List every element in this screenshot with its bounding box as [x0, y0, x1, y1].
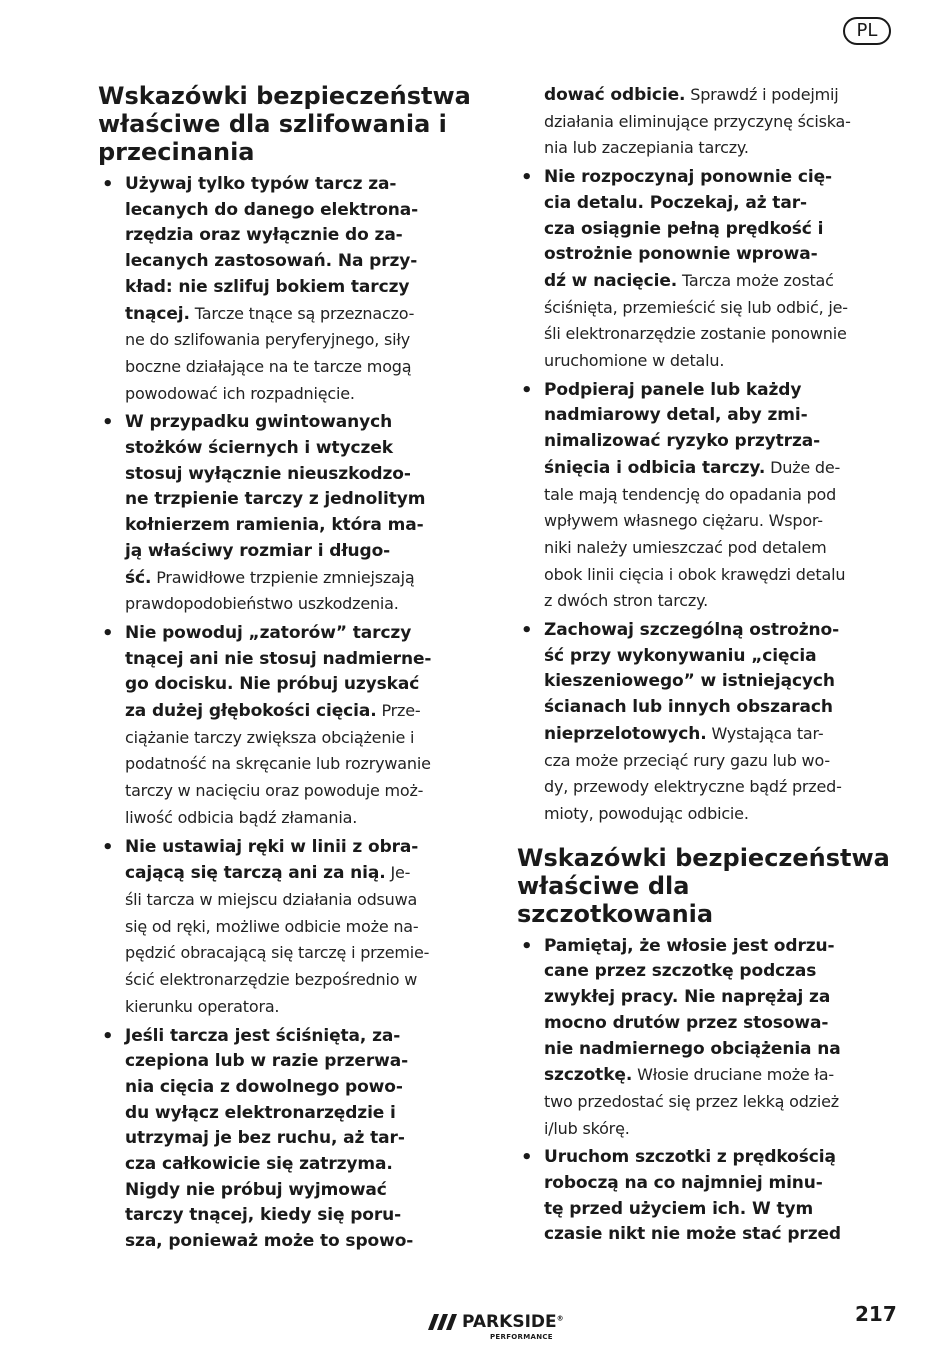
text-line: [125, 914, 483, 941]
cutting-safety-list: [517, 165, 902, 828]
text-line: [544, 1011, 902, 1037]
text-line: [125, 698, 483, 725]
regular-text: wpływem własnego ciężaru. Wspor-: [544, 511, 823, 531]
bold-text: śnięcia i odbicia tarczy.: [544, 457, 766, 478]
text-line: [125, 462, 483, 488]
text-line: [125, 249, 483, 275]
bold-text: Nie ustawiaj ręki w linii z obra-: [125, 836, 419, 857]
regular-text: mioty, powodując odbicie.: [544, 803, 749, 823]
bold-text: zwykłej pracy. Nie naprężaj za: [544, 987, 831, 1008]
bold-text: ść.: [125, 567, 152, 588]
language-badge: PL: [843, 17, 891, 45]
text-line: [125, 410, 483, 436]
text-line: [544, 321, 902, 348]
regular-text: niki należy umieszczać pod detalem: [544, 537, 827, 557]
regular-text: prawdopodobieństwo uszkodzenia.: [125, 594, 399, 614]
text-line: [544, 109, 902, 136]
bold-text: ścianach lub innych obszarach: [544, 697, 833, 718]
text-line: [125, 539, 483, 565]
text-line: [125, 621, 483, 647]
regular-text: Je-: [385, 863, 411, 883]
text-line: [125, 835, 483, 861]
bullet-icon: •: [521, 379, 533, 401]
text-line: [544, 1062, 902, 1089]
bold-text: czasie nikt nie może stać przed: [544, 1224, 841, 1245]
left-column: [98, 82, 483, 1258]
text-line: [544, 934, 902, 960]
bold-text: za dużej głębokości cięcia.: [125, 701, 377, 722]
text-line: [125, 275, 483, 301]
text-line: [544, 748, 902, 775]
text-line: [544, 1222, 902, 1248]
heading-line: przecinania: [98, 138, 255, 166]
right-column: [517, 82, 902, 1251]
text-line: [125, 381, 483, 408]
regular-text: tale mają tendencję do opadania pod: [544, 484, 837, 504]
regular-text: Tarcze tnące są przeznaczo-: [189, 303, 415, 323]
text-line: [544, 801, 902, 828]
regular-text: dy, przewody elektryczne bądź przed-: [544, 777, 842, 797]
list-item: [98, 835, 483, 1021]
text-line: [125, 1203, 483, 1229]
regular-text: podatność na skręcanie lub rozrywanie: [125, 754, 431, 774]
regular-text: śli elektronarzędzie zostanie ponownie: [544, 324, 847, 344]
regular-text: kierunku operatora.: [125, 996, 280, 1016]
regular-text: się od ręki, możliwe odbicie może na-: [125, 916, 419, 936]
bullet-icon: •: [102, 1025, 114, 1047]
bold-text: nia cięcia z dowolnego powo-: [125, 1076, 403, 1097]
bullet-icon: •: [102, 412, 114, 434]
bold-text: cza osiągnie pełną prędkość i: [544, 218, 824, 239]
bold-text: stosuj wyłącznie nieuszkodzo-: [125, 463, 411, 484]
bold-text: tarczy tnącej, kiedy się poru-: [125, 1205, 402, 1226]
text-line: [125, 591, 483, 618]
text-line: [125, 1024, 483, 1050]
bold-text: go docisku. Nie próbuj uzyskać: [125, 674, 420, 695]
bold-text: mocno drutów przez stosowa-: [544, 1012, 829, 1033]
bold-text: du wyłącz elektronarzędzie i: [125, 1102, 396, 1123]
heading-line: Wskazówki bezpieczeństwa: [98, 82, 471, 110]
text-line: [544, 82, 902, 109]
text-line: [544, 1037, 902, 1063]
bold-text: cza całkowicie się zatrzyma.: [125, 1154, 393, 1175]
continued-list-item: [517, 82, 902, 162]
regular-text: Duże de-: [765, 457, 841, 477]
grinding-safety-list: [98, 172, 483, 1255]
text-line: [544, 1197, 902, 1223]
bold-text: Uruchom szczotki z prędkością: [544, 1147, 836, 1168]
regular-text: Tarcza może zostać: [677, 270, 834, 290]
text-line: [544, 985, 902, 1011]
bold-text: ść przy wykonywaniu „cięcia: [544, 645, 817, 666]
bullet-icon: •: [521, 935, 533, 957]
list-item: [98, 410, 483, 618]
bold-text: tę przed użyciem ich. W tym: [544, 1198, 814, 1219]
bold-text: szczotkę.: [544, 1065, 633, 1086]
list-item: [517, 165, 902, 375]
regular-text: śli tarcza w miejscu działania odsuwa: [125, 889, 418, 909]
bold-text: kołnierzem ramienia, która ma-: [125, 515, 424, 536]
regular-text: obok linii cięcia i obok krawędzi detalu: [544, 564, 846, 584]
regular-text: cza może przeciąć rury gazu lub wo-: [544, 750, 830, 770]
list-item: [98, 1024, 483, 1255]
text-line: [125, 751, 483, 778]
section-heading-brushing: [517, 844, 902, 928]
text-line: [544, 774, 902, 801]
text-line: [544, 695, 902, 721]
list-item: [98, 172, 483, 407]
text-line: [125, 1049, 483, 1075]
bold-text: rzędzia oraz wyłącznie do za-: [125, 225, 403, 246]
text-line: [544, 242, 902, 268]
text-line: [125, 301, 483, 328]
bullet-icon: •: [521, 620, 533, 642]
bullet-icon: •: [102, 174, 114, 195]
bullet-icon: •: [102, 622, 114, 644]
text-line: [544, 669, 902, 695]
text-line: [544, 959, 902, 985]
text-line: [125, 1178, 483, 1204]
brushing-safety-list: [517, 934, 902, 1248]
regular-text: pędzić obracającą się tarczę i przemie-: [125, 943, 430, 963]
regular-text: z dwóch stron tarczy.: [544, 591, 708, 611]
regular-text: liwość odbicia bądź złamania.: [125, 807, 358, 827]
text-line: [544, 455, 902, 482]
regular-text: Prze-: [376, 701, 421, 721]
text-line: [544, 1116, 902, 1143]
bold-text: Podpieraj panele lub każdy: [544, 379, 802, 400]
text-line: [544, 1089, 902, 1116]
parkside-logo: [428, 1310, 588, 1350]
section-heading-grinding: [98, 82, 483, 166]
regular-text: tarczy w nacięciu oraz powoduje moż-: [125, 781, 424, 801]
regular-text: two przedostać się przez lekką odzież: [544, 1091, 839, 1111]
heading-line: właściwe dla szlifowania i: [98, 110, 447, 138]
bold-text: nie nadmiernego obciążenia na: [544, 1038, 841, 1059]
text-line: [544, 403, 902, 429]
bold-text: Pamiętaj, że włosie jest odrzu-: [544, 935, 835, 956]
text-line: [544, 618, 902, 644]
text-line: [544, 1145, 902, 1171]
text-line: [544, 535, 902, 562]
bold-text: Jeśli tarcza jest ściśnięta, za-: [125, 1025, 401, 1046]
regular-text: ciążanie tarczy zwiększa obciążenie i: [125, 727, 415, 747]
heading-line: właściwe dla: [517, 871, 690, 900]
regular-text: nia lub zaczepiania tarczy.: [544, 138, 749, 158]
bold-text: czepiona lub w razie przerwa-: [125, 1051, 409, 1072]
list-item: [517, 378, 902, 615]
bold-text: nimalizować ryzyko przytrza-: [544, 431, 821, 452]
heading-line: szczotkowania: [517, 899, 714, 928]
bold-text: dować odbicie.: [544, 85, 686, 105]
logo-wordmark: PARKSIDE®: [462, 1312, 564, 1332]
bold-text: tnącej ani nie stosuj nadmierne-: [125, 648, 432, 669]
bold-text: kład: nie szlifuj bokiem tarczy: [125, 276, 410, 297]
regular-text: Włosie druciane może ła-: [632, 1065, 834, 1085]
list-item: [517, 82, 902, 162]
bullet-icon: •: [521, 167, 533, 189]
text-line: [125, 805, 483, 832]
bold-text: ostrożnie ponownie wprowa-: [544, 244, 818, 265]
page-number: 217: [855, 1302, 897, 1326]
bold-text: sza, ponieważ może to spowo-: [125, 1231, 414, 1252]
text-line: [544, 348, 902, 375]
text-line: [544, 268, 902, 295]
list-item: [98, 621, 483, 832]
text-line: [544, 588, 902, 615]
text-line: [125, 1101, 483, 1127]
regular-text: ne do szlifowania peryferyjnego, siły: [125, 330, 411, 350]
bold-text: nadmiarowy detal, aby zmi-: [544, 405, 808, 426]
bold-text: dź w nacięcie.: [544, 270, 678, 291]
bold-text: nieprzelotowych.: [544, 723, 707, 744]
text-line: [125, 887, 483, 914]
bold-text: cia detalu. Poczekaj, aż tar-: [544, 192, 807, 213]
bold-text: Nigdy nie próbuj wyjmować: [125, 1179, 387, 1200]
text-line: [125, 354, 483, 381]
text-line: [125, 725, 483, 752]
regular-text: ściśnięta, przemieścić się lub odbić, je-: [544, 297, 848, 317]
text-line: [125, 967, 483, 994]
text-line: [544, 562, 902, 589]
regular-text: ścić elektronarzędzie bezpośrednio w: [125, 970, 418, 990]
text-line: [125, 487, 483, 513]
bold-text: Zachowaj szczególną ostrożno-: [544, 620, 840, 641]
list-item: [517, 934, 902, 1143]
text-line: [544, 644, 902, 670]
text-line: [544, 191, 902, 217]
text-line: [125, 565, 483, 592]
bold-text: lecanych zastosowań. Na przy-: [125, 251, 418, 272]
text-line: [125, 513, 483, 539]
text-line: [544, 217, 902, 243]
text-line: [125, 1229, 483, 1255]
text-line: [544, 429, 902, 455]
text-line: [125, 198, 483, 224]
regular-text: Wystająca tar-: [706, 723, 824, 743]
text-line: [125, 860, 483, 887]
bold-text: utrzymaj je bez ruchu, aż tar-: [125, 1128, 405, 1149]
text-line: [125, 172, 483, 198]
logo-subtitle: PERFORMANCE: [490, 1333, 553, 1341]
bold-text: W przypadku gwintowanych: [125, 412, 393, 433]
bold-text: cane przez szczotkę podczas: [544, 961, 817, 982]
text-line: [125, 940, 483, 967]
bullet-icon: •: [102, 836, 114, 858]
text-line: [544, 378, 902, 404]
regular-text: powodować ich rozpadnięcie.: [125, 383, 355, 403]
bullet-icon: •: [521, 1147, 533, 1169]
text-line: [544, 135, 902, 162]
bold-text: lecanych do danego elektrona-: [125, 199, 419, 220]
logo-stripes-icon: [428, 1314, 462, 1336]
list-item: [517, 618, 902, 828]
text-line: [125, 672, 483, 698]
text-line: [125, 994, 483, 1021]
text-line: [125, 647, 483, 673]
regular-text: Prawidłowe trzpienie zmniejszają: [151, 567, 415, 587]
text-line: [125, 223, 483, 249]
text-line: [125, 1075, 483, 1101]
bold-text: tnącej.: [125, 303, 190, 324]
text-line: [544, 721, 902, 748]
text-line: [125, 436, 483, 462]
text-line: [125, 778, 483, 805]
regular-text: boczne działające na te tarcze mogą: [125, 356, 412, 376]
text-line: [544, 1171, 902, 1197]
bold-text: kieszeniowego” w istniejących: [544, 671, 835, 692]
bold-text: ją właściwy rozmiar i długo-: [125, 540, 391, 561]
text-line: [544, 482, 902, 509]
bold-text: ne trzpienie tarczy z jednolitym: [125, 489, 426, 510]
regular-text: Sprawdź i podejmij: [685, 85, 839, 104]
list-item: [517, 1145, 902, 1248]
text-line: [125, 1126, 483, 1152]
bold-text: cającą się tarczą ani za nią.: [125, 863, 386, 884]
regular-text: i/lub skórę.: [544, 1118, 630, 1138]
regular-text: uruchomione w detalu.: [544, 351, 725, 371]
text-line: [544, 508, 902, 535]
bold-text: stożków ściernych i wtyczek: [125, 438, 393, 459]
bold-text: Nie powoduj „zatorów” tarczy: [125, 622, 412, 643]
text-line: [544, 165, 902, 191]
text-line: [125, 327, 483, 354]
bold-text: Używaj tylko typów tarcz za-: [125, 174, 397, 194]
text-line: [125, 1152, 483, 1178]
heading-line: Wskazówki bezpieczeństwa: [517, 843, 890, 872]
regular-text: działania eliminujące przyczynę ściska-: [544, 111, 851, 131]
bold-text: Nie rozpoczynaj ponownie cię-: [544, 167, 832, 188]
text-line: [544, 295, 902, 322]
bold-text: roboczą na co najmniej minu-: [544, 1173, 823, 1194]
